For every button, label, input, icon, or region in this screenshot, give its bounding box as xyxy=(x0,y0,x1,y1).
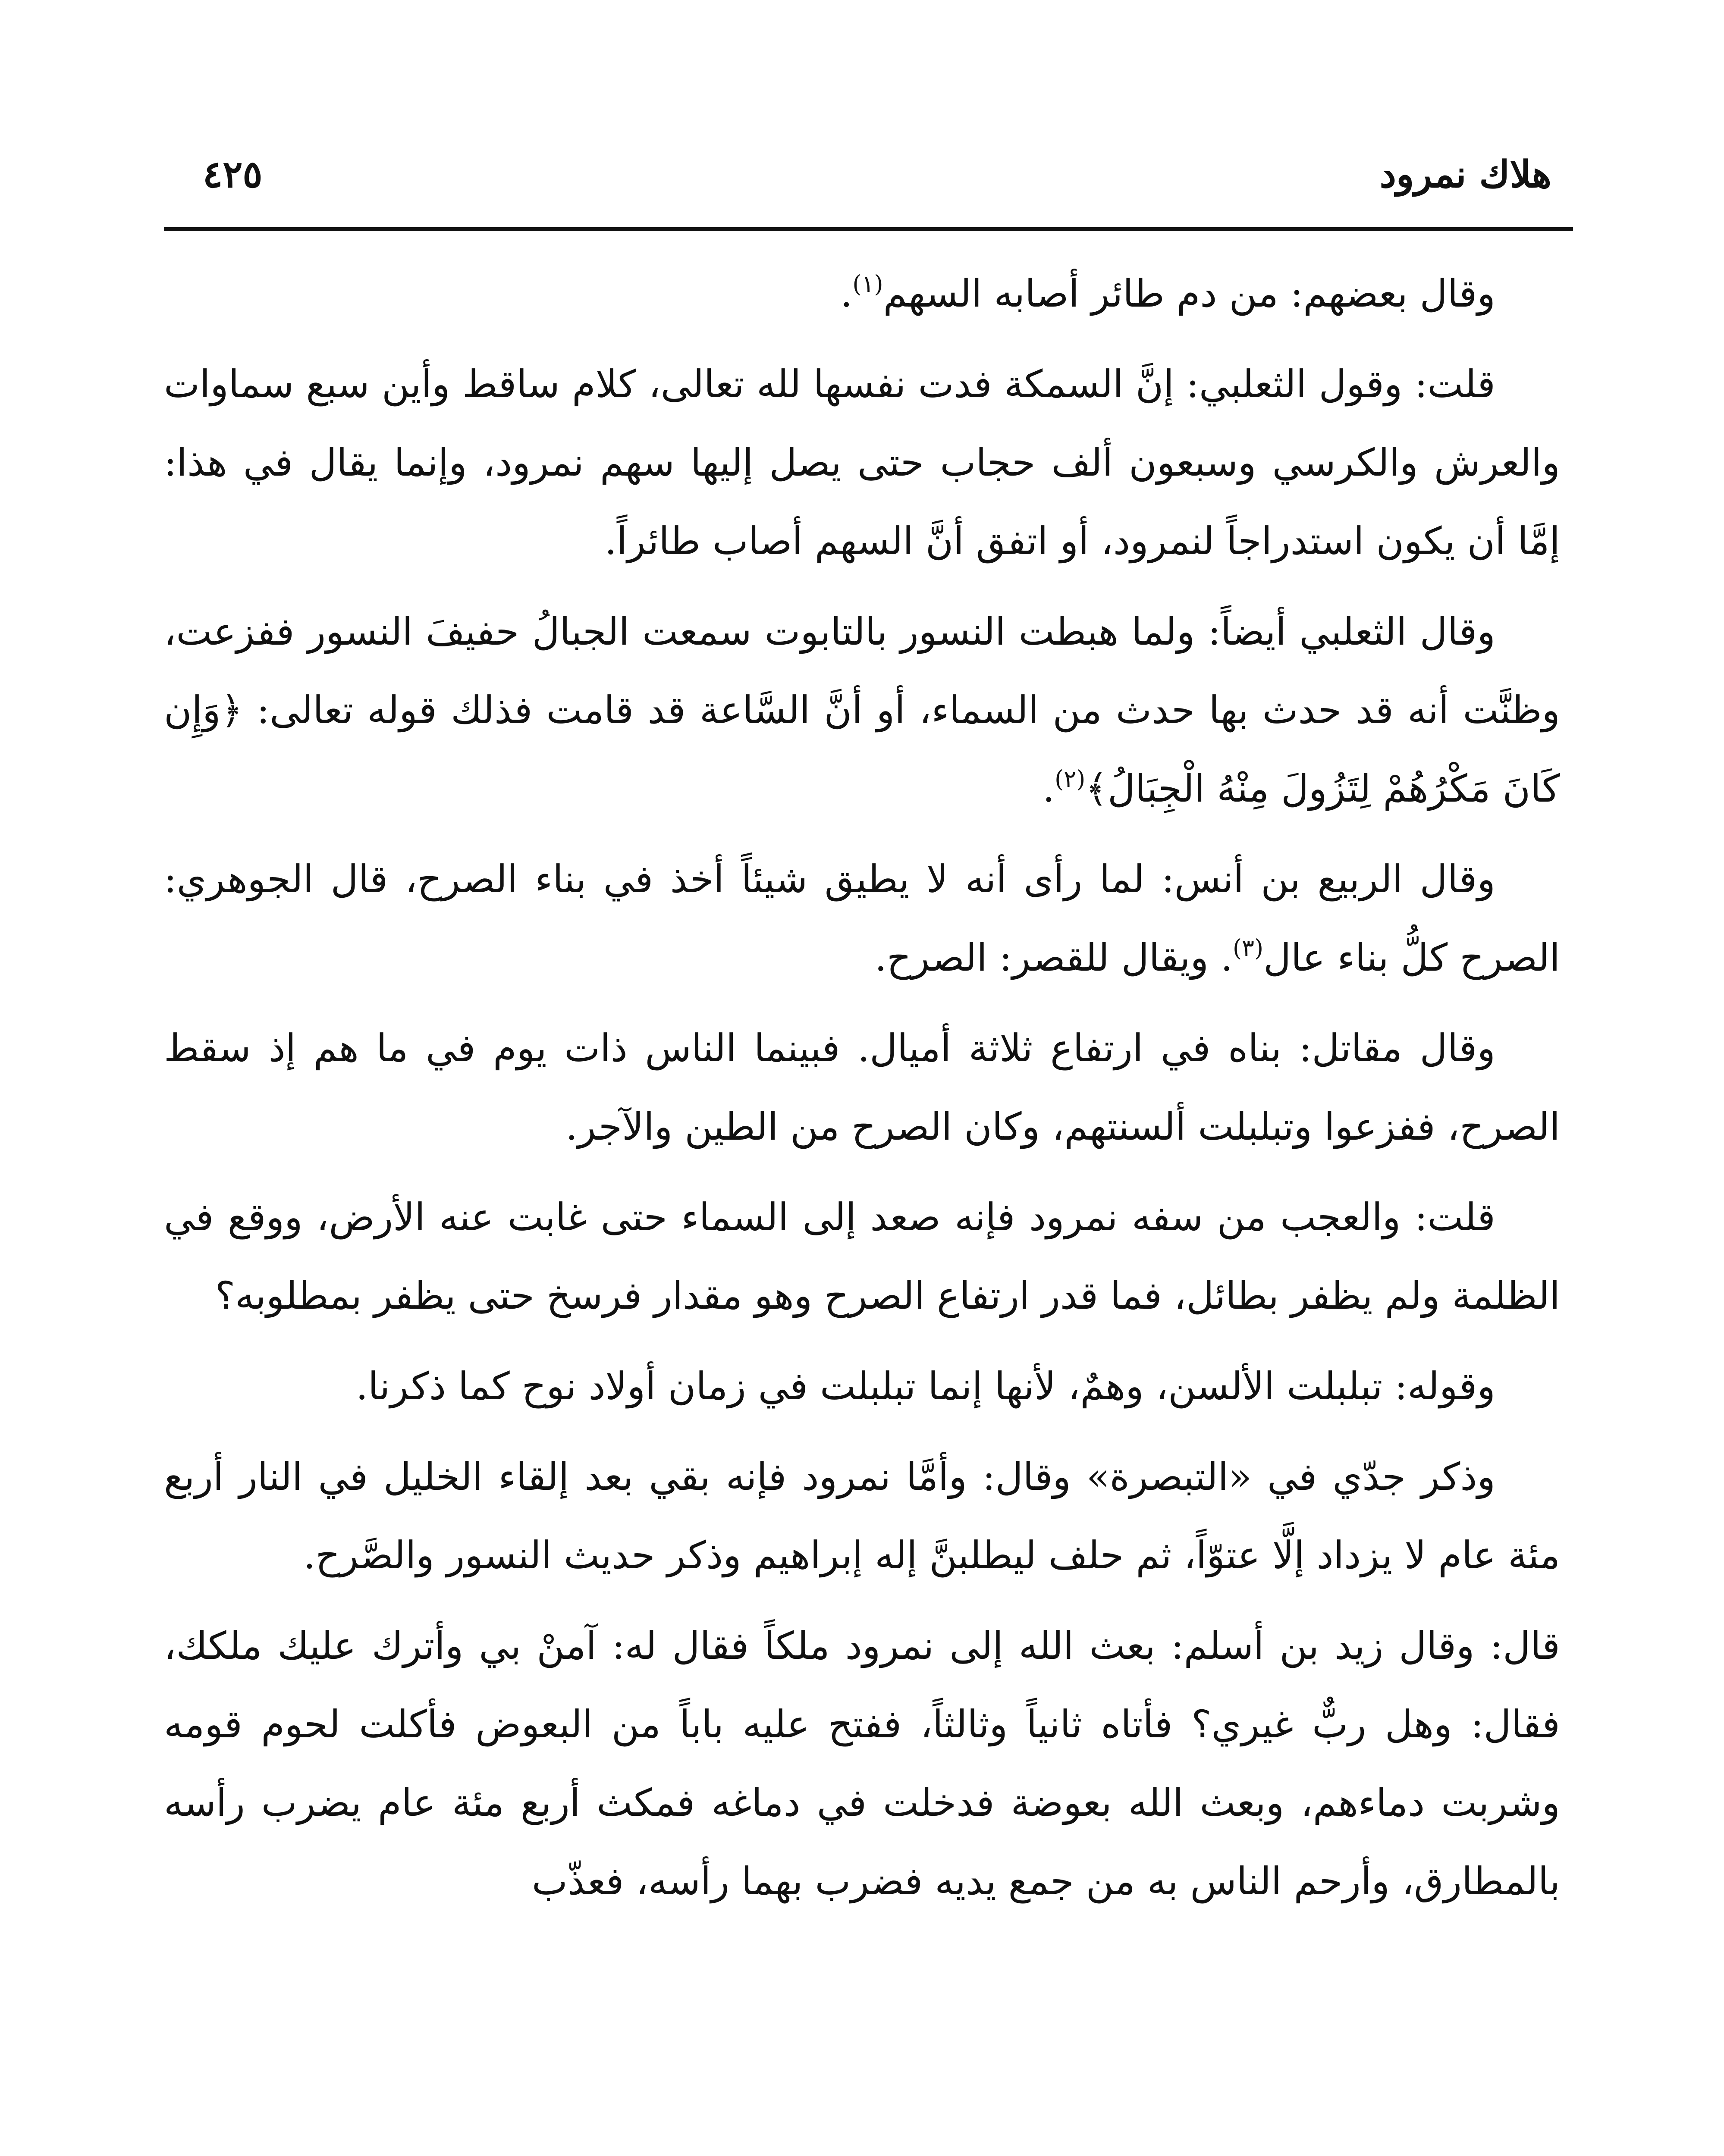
paragraph xyxy=(164,1009,1560,1166)
paragraph xyxy=(164,592,1560,828)
paragraph-text-end: . xyxy=(1043,766,1055,811)
paragraph-text: وقال مقاتل: بناه في ارتفاع ثلاثة أميال. فبينما الناس ذات يوم في ما هم إذ سقط الصرح، ففزعوا وتبلبلت ألسنتهم، وكان الصرح من الطين والآجر. xyxy=(164,1026,1560,1149)
paragraph-text: وقال الربيع بن أنس: لما رأى أنه لا يطيق شيئاً أخذ في بناء الصرح، قال الجوهري: الصرح كلُّ بناء عال xyxy=(164,857,1560,980)
paragraph xyxy=(164,1607,1560,1921)
paragraph-text-end: . xyxy=(840,271,853,316)
paragraph xyxy=(164,345,1560,580)
main-text xyxy=(164,254,1560,1933)
paragraph-text: وقال بعضهم: من دم طائر أصابه السهم xyxy=(883,271,1495,316)
footnote-marker: (٣) xyxy=(1232,934,1264,962)
paragraph-text: وقوله: تبلبلت الألسن، وهمٌ، لأنها إنما تبلبلت في زمان أولاد نوح كما ذكرنا. xyxy=(356,1364,1495,1408)
quran-verse: ﴿وَإِن كَانَ مَكْرُهُمْ لِتَزُولَ مِنْهُ الْجِبَالُ﴾ xyxy=(164,688,1560,811)
page-number: ٤٢٥ xyxy=(203,153,263,196)
running-title: هلاك نمرود xyxy=(1379,153,1551,196)
paragraph xyxy=(164,254,1560,333)
page-header xyxy=(173,142,1551,211)
paragraph-text: وذكر جدّي في «التبصرة» وقال: وأمَّا نمرود فإنه بقي بعد إلقاء الخليل في النار أربع مئة عام لا يزداد إلَّا عتوّاً، ثم حلف ليطلبنَّ إله إبراهيم وذكر حديث النسور والصَّرح. xyxy=(164,1454,1560,1577)
footnote-marker: (١) xyxy=(852,270,883,298)
paragraph xyxy=(164,840,1560,997)
paragraph xyxy=(164,1178,1560,1335)
paragraph-text: قال: وقال زيد بن أسلم: بعث الله إلى نمرود ملكاً فقال له: آمنْ بي وأترك عليك ملكك، فقال: وهل ربٌّ غيري؟ فأتاه ثانياً وثالثاً، ففتح عليه باباً من البعوض فأكلت لحوم قومه وشربت دماءهم، وبعث الله بعوضة فدخلت في دماغه فمكث أربع مئة عام يضرب رأسه بالمطارق، وأرحم الناس به من جمع يديه فضرب بهما رأسه، فعذّب xyxy=(164,1623,1560,1903)
footnote-marker: (٢) xyxy=(1055,765,1086,793)
paragraph xyxy=(164,1438,1560,1595)
paragraph-text: وقال الثعلبي أيضاً: ولما هبطت النسور بالتابوت سمعت الجبالُ حفيفَ النسور ففزعت، وظنَّت أنه قد حدث بها حدث من السماء، أو أنَّ السَّاعة قد قامت فذلك قوله تعالى: xyxy=(164,609,1560,732)
paragraph-text: قلت: والعجب من سفه نمرود فإنه صعد إلى السماء حتى غابت عنه الأرض، ووقع في الظلمة ولم يظفر بطائل، فما قدر ارتفاع الصرح وهو مقدار فرسخ حتى يظفر بمطلوبه؟ xyxy=(164,1195,1560,1318)
paragraph xyxy=(164,1347,1560,1426)
header-rule xyxy=(164,227,1573,231)
paragraph-text: قلت: وقول الثعلبي: إنَّ السمكة فدت نفسها لله تعالى، كلام ساقط وأين سبع سماوات والعرش والكرسي وسبعون ألف حجاب حتى يصل إليها سهم نمرود، وإنما يقال في هذا: إمَّا أن يكون استدراجاً لنمرود، أو اتفق أنَّ السهم أصاب طائراً. xyxy=(164,362,1560,563)
paragraph-text-end: . ويقال للقصر: الصرح. xyxy=(874,935,1233,980)
